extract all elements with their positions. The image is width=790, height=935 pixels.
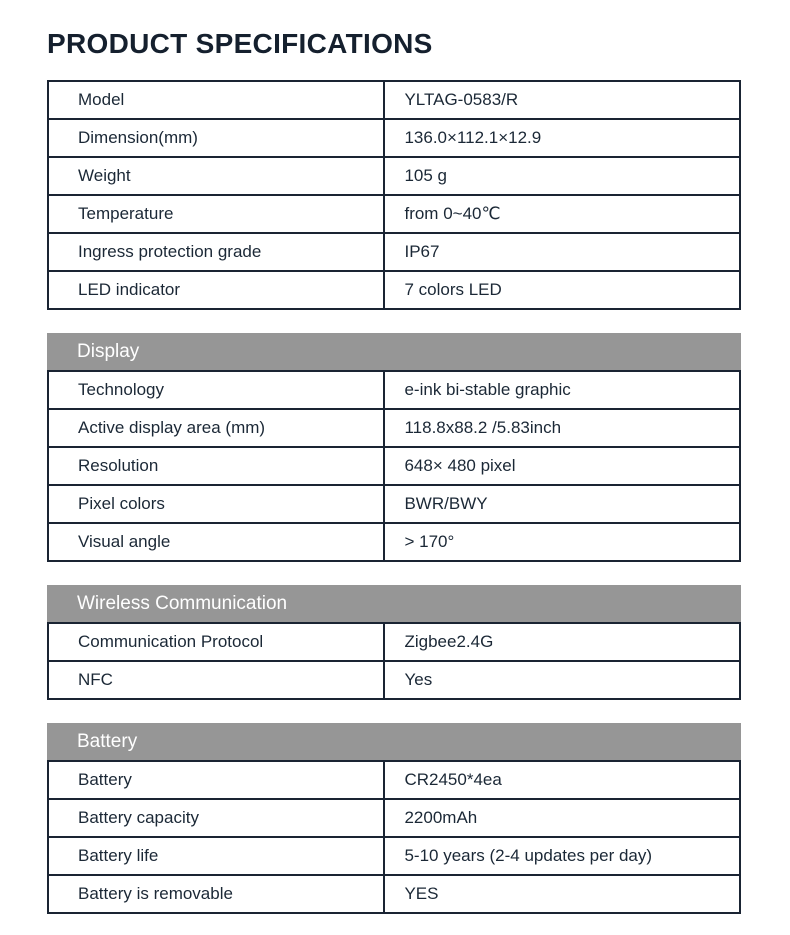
table-row xyxy=(48,119,740,157)
table-row xyxy=(48,271,740,309)
spec-value: 648× 480 pixel xyxy=(384,447,740,485)
spec-label: Resolution xyxy=(48,447,384,485)
spec-label: Communication Protocol xyxy=(48,623,384,661)
page-title: PRODUCT SPECIFICATIONS xyxy=(47,28,433,59)
table-row xyxy=(48,761,740,799)
spec-label: Weight xyxy=(48,157,384,195)
spec-value: CR2450*4ea xyxy=(384,761,740,799)
spec-section xyxy=(47,333,741,562)
section-header xyxy=(47,723,741,760)
spec-sections xyxy=(47,80,741,914)
spec-value: YLTAG-0583/R xyxy=(384,81,740,119)
spec-value: > 170° xyxy=(384,523,740,561)
spec-label: Ingress protection grade xyxy=(48,233,384,271)
spec-value: BWR/BWY xyxy=(384,485,740,523)
spec-label: Dimension(mm) xyxy=(48,119,384,157)
spec-table xyxy=(47,622,741,700)
section-header-label: Wireless Communication xyxy=(77,592,288,614)
table-row xyxy=(48,875,740,913)
spec-value: Zigbee2.4G xyxy=(384,623,740,661)
section-header xyxy=(47,585,741,622)
spec-label: Battery is removable xyxy=(48,875,384,913)
section-header xyxy=(47,333,741,370)
spec-label: Visual angle xyxy=(48,523,384,561)
spec-table xyxy=(47,80,741,310)
spec-value: 2200mAh xyxy=(384,799,740,837)
spec-label: NFC xyxy=(48,661,384,699)
spec-value: from 0~40℃ xyxy=(384,195,740,233)
spec-label: Active display area (mm) xyxy=(48,409,384,447)
spec-value: 5-10 years (2-4 updates per day) xyxy=(384,837,740,875)
section-header-label: Battery xyxy=(77,730,138,752)
spec-value: Yes xyxy=(384,661,740,699)
table-row xyxy=(48,661,740,699)
spec-section xyxy=(47,723,741,914)
table-row xyxy=(48,409,740,447)
spec-label: Technology xyxy=(48,371,384,409)
spec-label: Model xyxy=(48,81,384,119)
spec-label: LED indicator xyxy=(48,271,384,309)
table-row xyxy=(48,837,740,875)
spec-table xyxy=(47,370,741,562)
spec-value: 105 g xyxy=(384,157,740,195)
spec-label: Temperature xyxy=(48,195,384,233)
spec-label: Battery life xyxy=(48,837,384,875)
table-row xyxy=(48,371,740,409)
spec-value: 7 colors LED xyxy=(384,271,740,309)
table-row xyxy=(48,81,740,119)
spec-label: Pixel colors xyxy=(48,485,384,523)
table-row xyxy=(48,799,740,837)
spec-label: Battery capacity xyxy=(48,799,384,837)
spec-section xyxy=(47,585,741,700)
spec-value: e-ink bi-stable graphic xyxy=(384,371,740,409)
spec-section xyxy=(47,80,741,310)
spec-label: Battery xyxy=(48,761,384,799)
section-header-label: Display xyxy=(77,340,140,362)
spec-value: IP67 xyxy=(384,233,740,271)
table-row xyxy=(48,195,740,233)
table-row xyxy=(48,233,740,271)
spec-value: 136.0×112.1×12.9 xyxy=(384,119,740,157)
table-row xyxy=(48,523,740,561)
spec-table xyxy=(47,760,741,914)
spec-value: 118.8x88.2 /5.83inch xyxy=(384,409,740,447)
table-row xyxy=(48,485,740,523)
table-row xyxy=(48,623,740,661)
spec-value: YES xyxy=(384,875,740,913)
table-row xyxy=(48,447,740,485)
table-row xyxy=(48,157,740,195)
